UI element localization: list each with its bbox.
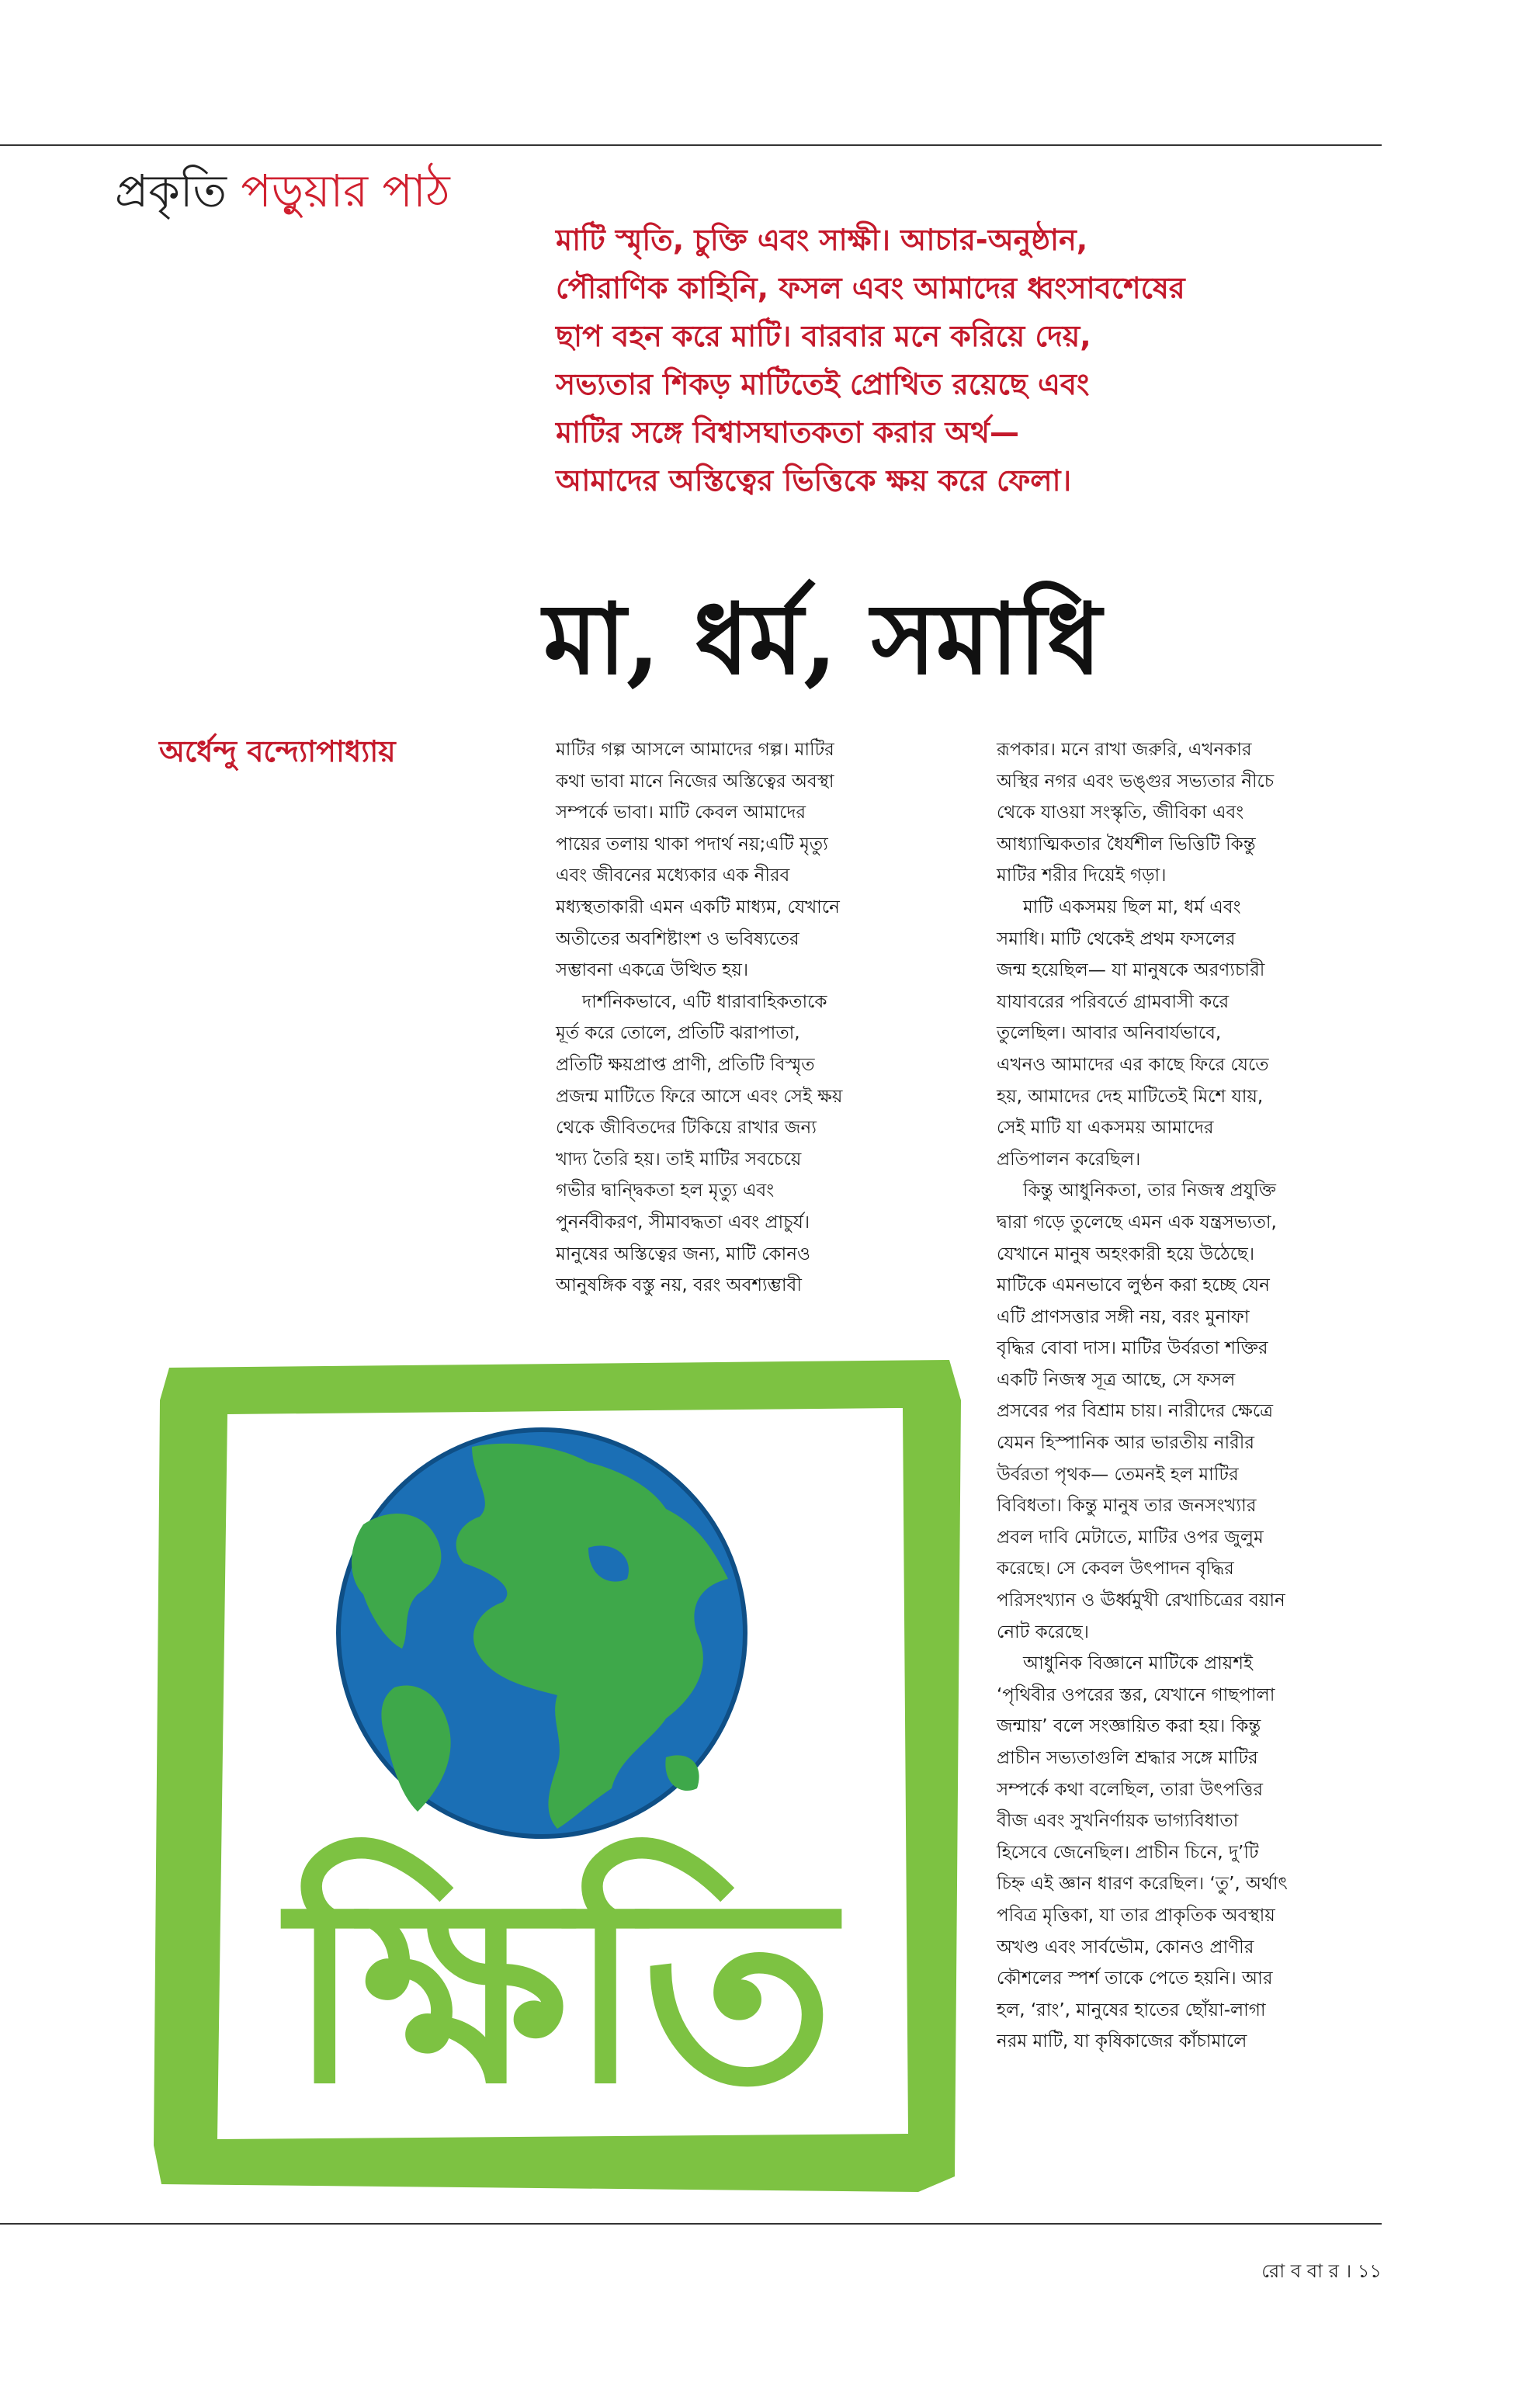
text-line: দার্শনিকভাবে, এটি ধারাবাহিকতাকে [582, 991, 827, 1012]
text-line: মধ্যস্থতাকারী এমন একটি মাধ্যম, যেখানে [556, 897, 840, 917]
intro-line: ছাপ বহন করে মাটি। বারবার মনে করিয়ে দেয়, [556, 319, 1091, 353]
text-line: গভীর দ্বান্দ্বিকতা হল মৃত্যু এবং [556, 1181, 775, 1202]
artwork-word: ক্ষিতি [288, 1842, 834, 2140]
folio-separator: । [1344, 2260, 1352, 2282]
text-line: হিসেবে জেনেছিল। প্রাচীন চিনে, দু’টি [997, 1842, 1259, 1863]
section-label-word-1: প্রকৃতি [115, 165, 227, 217]
text-line: মাটি একসময় ছিল মা, ধর্ম এবং [1023, 897, 1241, 917]
text-line: থেকে জীবিতদের টিকিয়ে রাখার জন্য [556, 1118, 817, 1139]
text-line: এখনও আমাদের এর কাছে ফিরে যেতে [997, 1054, 1269, 1075]
text-line: নরম মাটি, যা কৃষিকাজের কাঁচামালে [997, 2031, 1247, 2052]
text-line: মাটির শরীর দিয়েই গড়া। [997, 865, 1167, 886]
kshiti-globe-artwork [154, 1354, 969, 2197]
text-line: এবং জীবনের মধ্যেকার এক নীরব [556, 865, 790, 886]
page-number: ১১ [1357, 2260, 1382, 2282]
text-line: বিবিধতা। কিন্তু মানুষ তার জনসংখ্যার [997, 1496, 1257, 1517]
text-line: যেমন হিস্পানিক আর ভারতীয় নারীর [997, 1433, 1255, 1454]
text-line: নোট করেছে। [997, 1621, 1089, 1642]
page-folio [1234, 2257, 1382, 2285]
body-column-1 [556, 734, 944, 1302]
article-headline: মা, ধর্ম, সমাধি [543, 581, 1101, 696]
intro-standfirst [556, 216, 1363, 505]
section-label [115, 160, 450, 222]
text-line: পবিত্র মৃত্তিকা, যা তার প্রাকৃতিক অবস্থায় [997, 1905, 1275, 1926]
text-line: হয়, আমাদের দেহ মাটিতেই মিশে যায়, [997, 1086, 1264, 1107]
text-line: প্রসবের পর বিশ্রাম চায়। নারীদের ক্ষেত্রে [997, 1401, 1273, 1422]
text-line: মাটিকে এমনভাবে লুণ্ঠন করা হচ্ছে যেন [997, 1275, 1270, 1296]
text-line: সেই মাটি যা একসময় আমাদের [997, 1118, 1214, 1139]
text-line: পুনর্নবীকরণ, সীমাবদ্ধতা এবং প্রাচুর্য। [556, 1212, 810, 1233]
intro-line: মাটির সঙ্গে বিশ্বাসঘাতকতা করার অর্থ— [556, 415, 1019, 449]
text-line: সম্পর্কে কথা বলেছিল, তারা উৎপত্তির [997, 1779, 1263, 1800]
text-line: সম্পর্কে ভাবা। মাটি কেবল আমাদের [556, 803, 806, 824]
text-line: খাদ্য তৈরি হয়। তাই মাটির সবচেয়ে [556, 1149, 802, 1170]
text-line: পায়ের তলায় থাকা পদার্থ নয়;এটি মৃত্যু [556, 834, 828, 855]
text-line: মাটির গল্প আসলে আমাদের গল্প। মাটির [556, 740, 834, 760]
text-line: যাযাবরের পরিবর্তে গ্রামবাসী করে [997, 991, 1230, 1012]
text-line: তুলেছিল। আবার অনিবার্যভাবে, [997, 1023, 1222, 1044]
globe-icon [338, 1430, 745, 1836]
author-byline: অর্ধেন্দু বন্দ্যোপাধ্যায় [159, 734, 396, 768]
bottom-rule [0, 2223, 1382, 2225]
text-line: মানুষের অস্তিত্বের জন্য, মাটি কোনও [556, 1243, 810, 1264]
text-line: মূর্ত করে তোলে, প্রতিটি ঝরাপাতা, [556, 1023, 800, 1044]
text-line: কৌশলের স্পর্শ তাকে পেতে হয়নি। আর [997, 1968, 1273, 1989]
text-line: ‘পৃথিবীর ওপরের স্তর, যেখানে গাছপালা [997, 1684, 1275, 1705]
text-line: প্রতিটি ক্ষয়প্রাপ্ত প্রাণী, প্রতিটি বিস্মৃত [556, 1054, 815, 1075]
text-line: চিহ্ন এই জ্ঞান ধারণ করেছিল। ‘তু’, অর্থাৎ [997, 1874, 1288, 1895]
text-line: আধুনিক বিজ্ঞানে মাটিকে প্রায়শই [1023, 1653, 1253, 1674]
text-line: যেখানে মানুষ অহংকারী হয়ে উঠেছে। [997, 1243, 1255, 1264]
text-line: কিন্তু আধুনিকতা, তার নিজস্ব প্রযুক্তি [1023, 1181, 1276, 1202]
text-line: আনুষঙ্গিক বস্তু নয়, বরং অবশ্যম্ভাবী [556, 1275, 802, 1296]
top-rule [0, 144, 1382, 146]
text-line: প্রবল দাবি মেটাতে, মাটির ওপর জুলুম [997, 1527, 1264, 1548]
text-line: বৃদ্ধির বোবা দাস। মাটির উর্বরতা শক্তির [997, 1338, 1268, 1359]
text-line: প্রতিপালন করেছিল। [997, 1149, 1141, 1170]
intro-line: মাটি স্মৃতি, চুক্তি এবং সাক্ষী। আচার-অনুষ্ঠান, [556, 223, 1088, 257]
text-line: কথা ভাবা মানে নিজের অস্তিত্বের অবস্থা [556, 771, 834, 792]
text-line: প্রাচীন সভ্যতাগুলি শ্রদ্ধার সঙ্গে মাটির [997, 1748, 1258, 1768]
text-line: করেছে। সে কেবল উৎপাদন বৃদ্ধির [997, 1559, 1234, 1580]
text-line: হল, ‘রাং’, মানুষের হাতের ছোঁয়া-লাগা [997, 1999, 1266, 2020]
intro-line: সভ্যতার শিকড় মাটিতেই প্রোথিত রয়েছে এবং [556, 367, 1090, 401]
text-line: সম্ভাবনা একত্রে উত্থিত হয়। [556, 960, 749, 981]
text-line: জন্ম হয়েছিল— যা মানুষকে অরণ্যচারী [997, 960, 1265, 981]
intro-line: আমাদের অস্তিত্বের ভিত্তিকে ক্ষয় করে ফেলা। [556, 463, 1072, 498]
body-column-2 [997, 734, 1369, 2058]
text-line: আধ্যাত্মিকতার ধৈর্যশীল ভিত্তিটি কিন্তু [997, 834, 1256, 855]
text-line: এটি প্রাণসত্তার সঙ্গী নয়, বরং মুনাফা [997, 1306, 1250, 1327]
text-line: জন্মায়’ বলে সংজ্ঞায়িত করা হয়। কিন্তু [997, 1716, 1261, 1737]
text-line: পরিসংখ্যান ও ঊর্ধ্বমুখী রেখাচিত্রের বয়ান [997, 1590, 1285, 1611]
text-line: সমাধি। মাটি থেকেই প্রথম ফসলের [997, 928, 1236, 949]
section-label-word-2: পড়ুয়ার পাঠ [241, 165, 450, 217]
text-line: বীজ এবং সুখনির্ণায়ক ভাগ্যবিধাতা [997, 1811, 1239, 1832]
text-line: দ্বারা গড়ে তুলেছে এমন এক যন্ত্রসভ্যতা, [997, 1212, 1277, 1233]
text-line: থেকে যাওয়া সংস্কৃতি, জীবিকা এবং [997, 803, 1244, 824]
text-line: একটি নিজস্ব সূত্র আছে, সে ফসল [997, 1369, 1236, 1390]
magazine-name: রো ব বা র [1261, 2260, 1339, 2282]
text-line: প্রজন্ম মাটিতে ফিরে আসে এবং সেই ক্ষয় [556, 1086, 843, 1107]
intro-line: পৌরাণিক কাহিনি, ফসল এবং আমাদের ধ্বংসাবশেষের [556, 271, 1185, 305]
text-line: অতীতের অবশিষ্টাংশ ও ভবিষ্যতের [556, 928, 799, 949]
text-line: অখণ্ড এবং সার্বভৌম, কোনও প্রাণীর [997, 1937, 1254, 1958]
text-line: রূপকার। মনে রাখা জরুরি, এখনকার [997, 740, 1252, 760]
text-line: অস্থির নগর এবং ভঙ্গুর সভ্যতার নীচে [997, 771, 1275, 792]
text-line: উর্বরতা পৃথক— তেমনই হল মাটির [997, 1464, 1239, 1485]
